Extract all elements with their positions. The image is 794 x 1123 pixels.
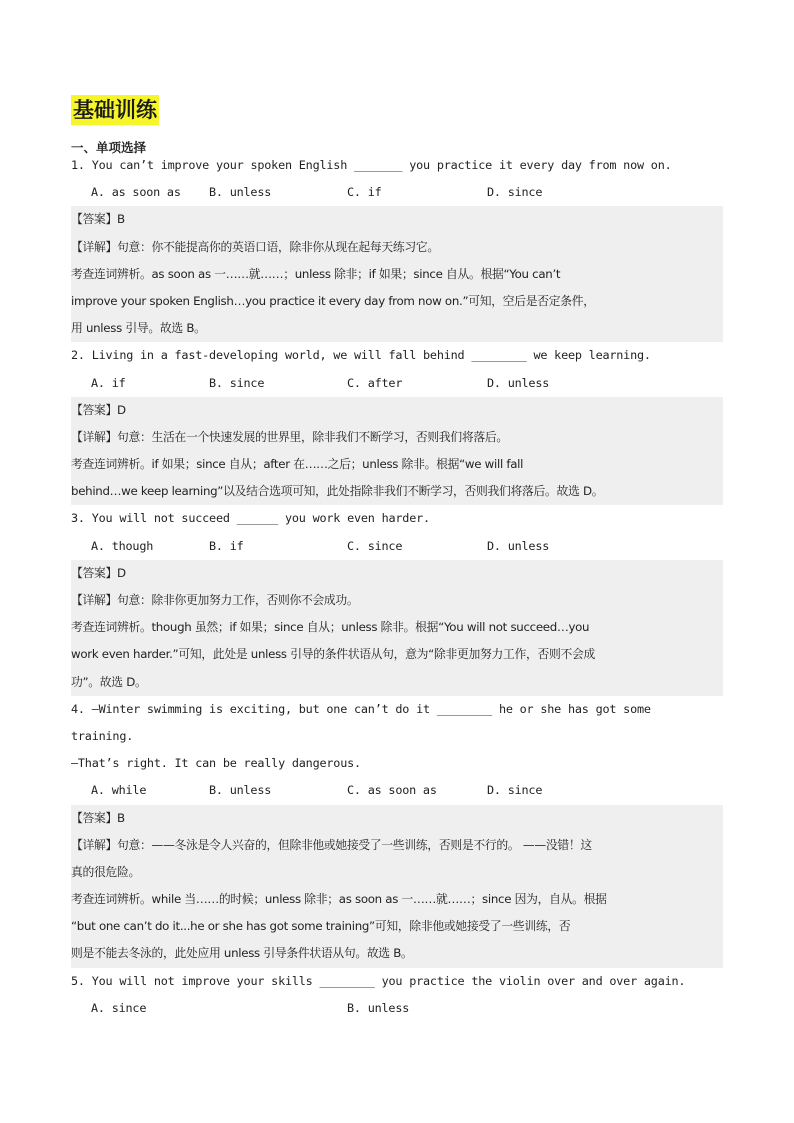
- option-b: B. since: [209, 375, 265, 390]
- options-row: [71, 370, 723, 397]
- detail-line: 则是不能去冬泳的，此处应用 unless 引导条件状语从句。故选 B。: [71, 946, 413, 961]
- option-a: A. as soon as: [91, 185, 181, 200]
- options-row: [71, 995, 723, 1022]
- question-5: [71, 968, 723, 1022]
- option-c: C. as soon as: [347, 783, 437, 798]
- options-row: [71, 777, 723, 804]
- detail-line: improve your spoken English…you practice it every day from now on.”可知，空后是否定条件，: [71, 293, 595, 308]
- question-stem: 1. You can’t improve your spoken English _______ you practice it every day from now on.: [71, 158, 672, 172]
- answer-block: [71, 560, 723, 696]
- question-stem: 2. Living in a fast-developing world, we will fall behind ________ we keep learning.: [71, 348, 651, 363]
- detail-line: 考查连词辨析。as soon as 一……就……；unless 除非；if 如果；since 自从。根据“You can’t: [71, 266, 561, 281]
- question-2: [71, 342, 723, 505]
- detail-line: work even harder.”可知，此处是 unless 引导的条件状语从句，意为“除非更加努力工作，否则不会成: [71, 647, 595, 662]
- detail-line: behind…we keep learning”以及结合选项可知，此处指除非我们不断学习，否则我们将落后。故选 D。: [71, 484, 604, 499]
- answer-block: [71, 805, 723, 968]
- option-a: A. while: [91, 783, 147, 798]
- detail-line: 用 unless 引导。故选 B。: [71, 321, 206, 336]
- question-stem: training.: [71, 728, 134, 743]
- options-row: [71, 533, 723, 560]
- question-4: [71, 696, 723, 968]
- question-3: [71, 505, 723, 695]
- detail-line: 考查连词辨析。though 虽然；if 如果；since 自从；unless 除非。根据“You will not succeed…you: [71, 620, 590, 635]
- answer-line: 【答案】D: [71, 565, 126, 580]
- page-title: 基础训练: [71, 95, 159, 125]
- option-c: C. since: [347, 538, 403, 553]
- detail-line: 【详解】句意：你不能提高你的英语口语，除非你从现在起每天练习它。: [71, 239, 439, 254]
- detail-line: 真的很危险。: [71, 864, 140, 879]
- detail-line: 功”。故选 D。: [71, 674, 147, 689]
- option-d: D. unless: [487, 375, 550, 390]
- detail-line: 考查连词辨析。while 当……的时候；unless 除非；as soon as 一……就……；since 因为，自从。根据: [71, 892, 607, 907]
- answer-line: 【答案】B: [71, 810, 125, 825]
- detail-line: 【详解】句意：——冬泳是令人兴奋的，但除非他或她接受了一些训练，否则是不行的。 ——没错！这: [71, 837, 592, 852]
- question-1: [71, 152, 723, 342]
- question-list: [71, 152, 723, 1022]
- section-heading: 一、单项选择: [71, 140, 147, 155]
- detail-line: 【详解】句意：除非你更加努力工作，否则你不会成功。: [71, 593, 359, 607]
- answer-block: [71, 397, 723, 506]
- option-c: C. if: [347, 185, 382, 200]
- option-a: A. if: [91, 375, 126, 390]
- option-a: A. since: [91, 1000, 147, 1015]
- option-b: B. unless: [209, 783, 272, 798]
- option-d: D. unless: [487, 538, 550, 553]
- question-stem: —That’s right. It can be really dangerous.: [71, 756, 361, 771]
- answer-line: 【答案】D: [71, 402, 126, 417]
- answer-line: 【答案】B: [71, 212, 125, 227]
- detail-line: 【详解】句意：生活在一个快速发展的世界里，除非我们不断学习，否则我们将落后。: [71, 429, 508, 444]
- question-stem: 3. You will not succeed ______ you work even harder.: [71, 511, 430, 526]
- detail-line: 考查连词辨析。if 如果；since 自从；after 在……之后；unless 除非。根据“we will fall: [71, 457, 524, 472]
- answer-block: [71, 206, 723, 342]
- options-row: [71, 179, 723, 206]
- detail-line: “but one can’t do it...he or she has got some training”可知，除非他或她接受了一些训练，否: [71, 919, 571, 934]
- option-b: B. if: [209, 538, 244, 553]
- option-b: B. unless: [347, 1000, 410, 1015]
- question-stem: 5. You will not improve your skills ________ you practice the violin over and over again.: [71, 973, 686, 988]
- option-c: C. after: [347, 375, 403, 390]
- option-d: D. since: [487, 783, 543, 798]
- question-stem: 4. —Winter swimming is exciting, but one can’t do it ________ he or she has got some: [71, 701, 651, 716]
- option-d: D. since: [487, 185, 543, 200]
- option-b: B. unless: [209, 185, 272, 200]
- option-a: A. though: [91, 538, 154, 553]
